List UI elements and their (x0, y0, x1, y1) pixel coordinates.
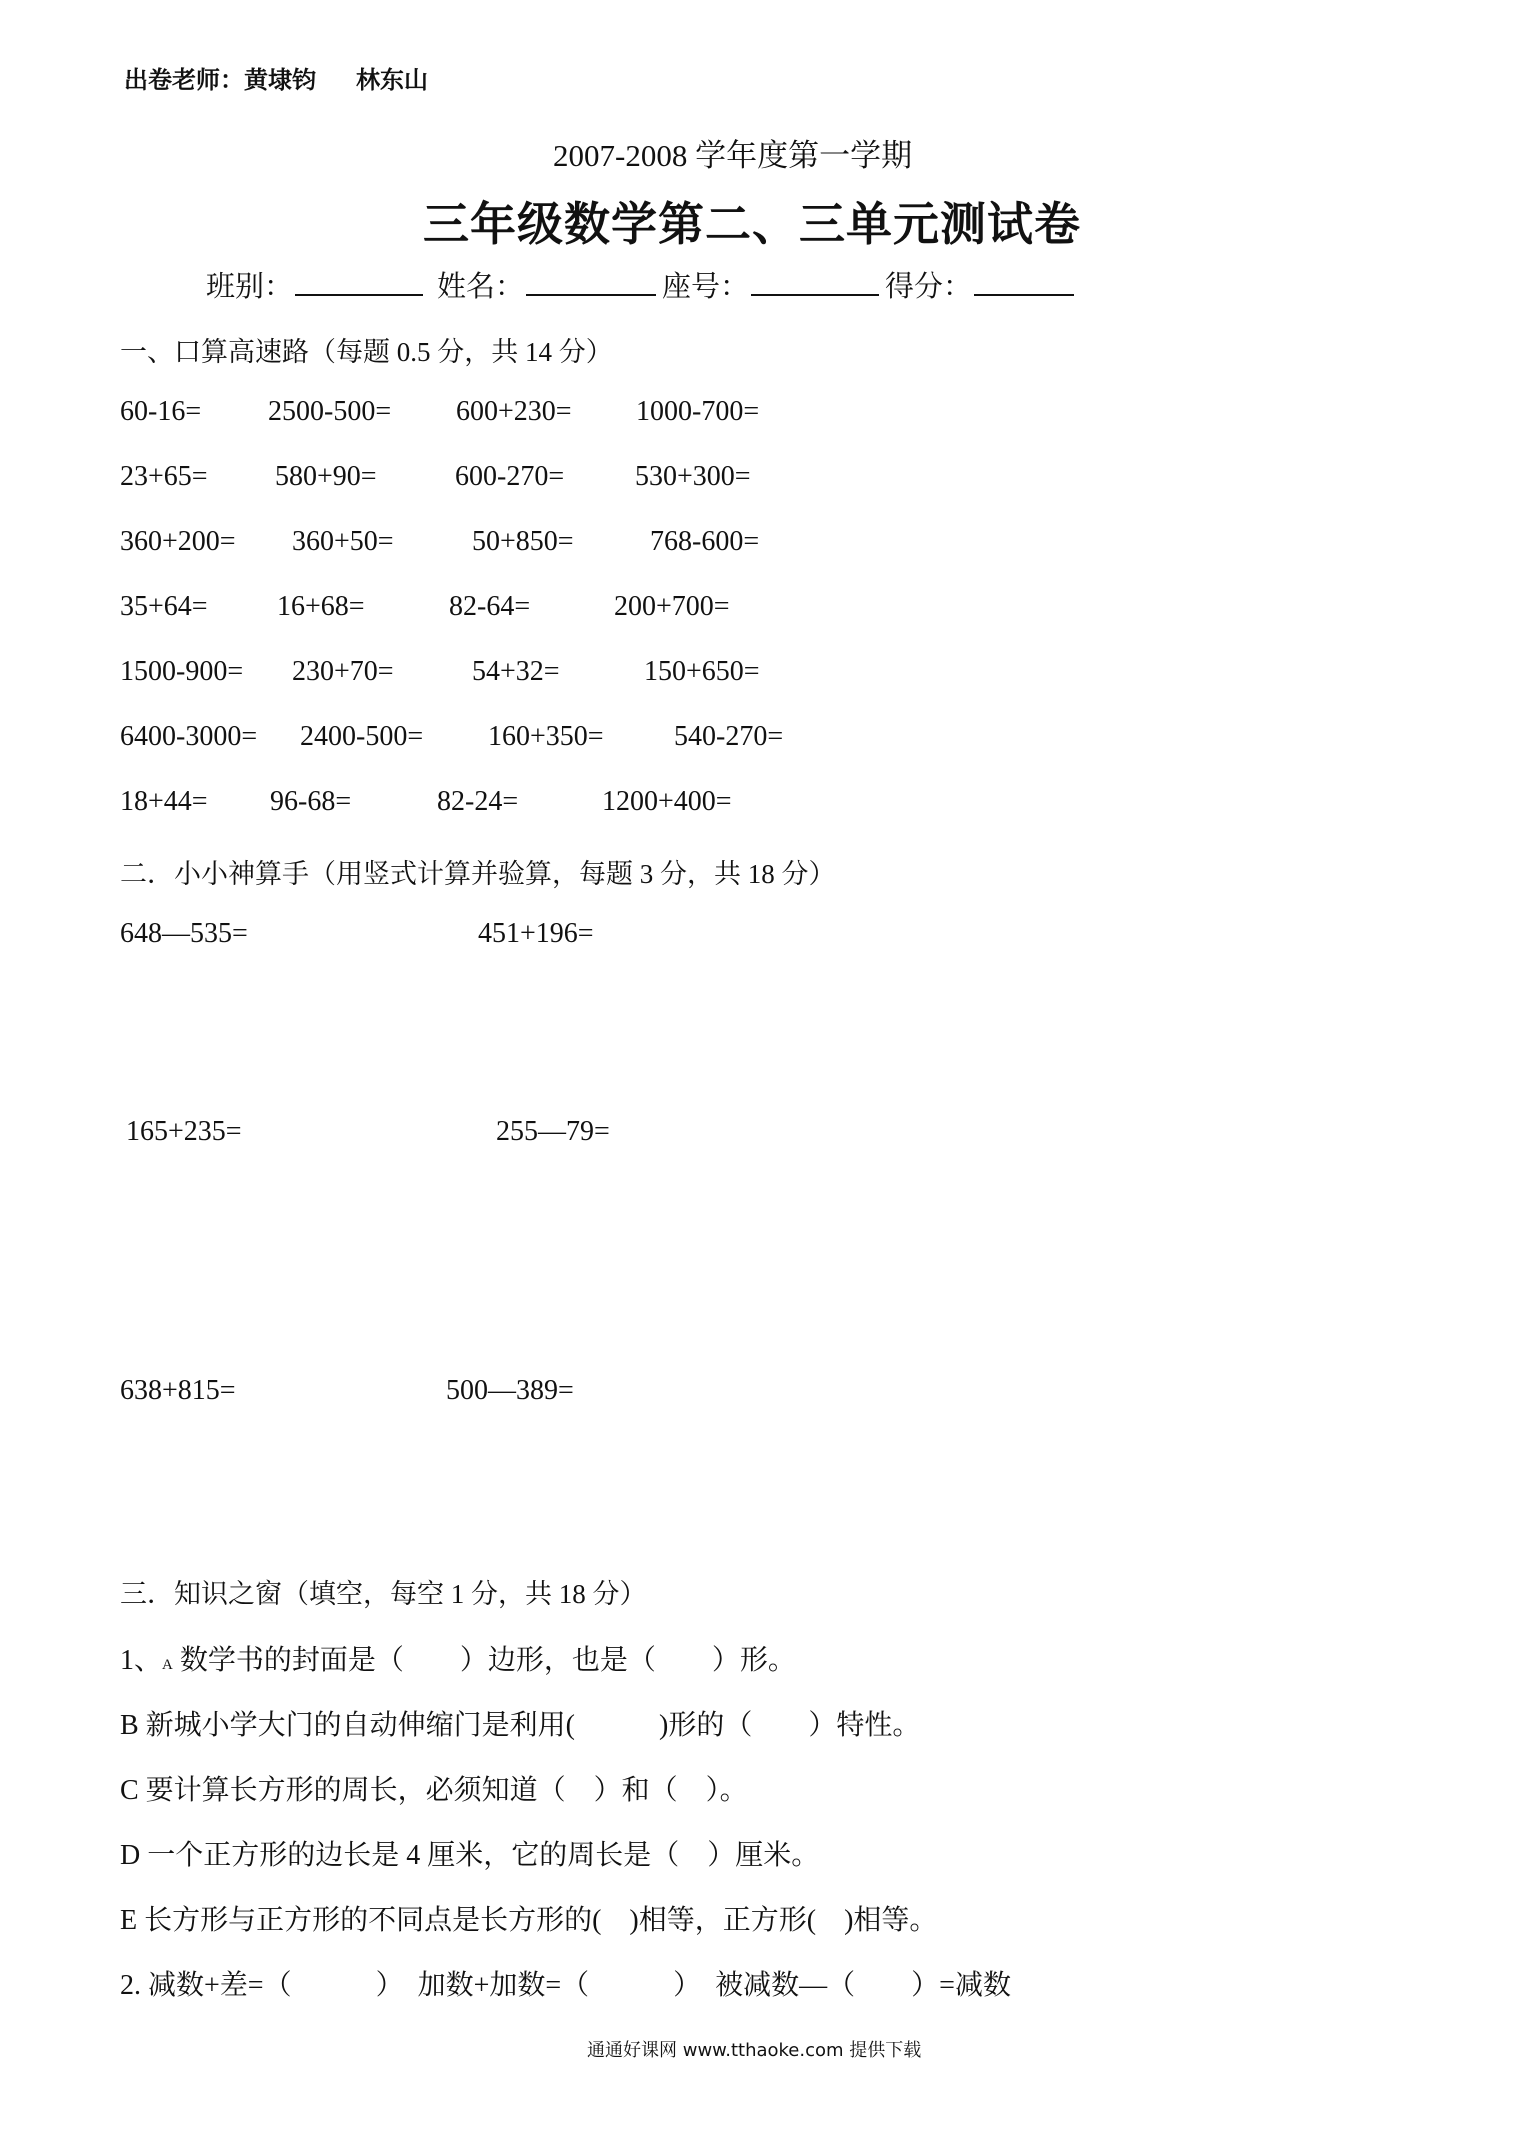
oral-item: 200+700= (614, 591, 730, 622)
vertical-calc-item: 500—389= (446, 1375, 574, 1406)
question-text: 数学书的封面是（ ）边形，也是（ ）形。 (172, 1645, 796, 1676)
vertical-calc-item: 451+196= (478, 918, 594, 949)
author-2: 林东山 (356, 66, 428, 94)
oral-item: 50+850= (472, 526, 574, 557)
fill-question-1e: E 长方形与正方形的不同点是长方形的( )相等，正方形( )相等。 (120, 1905, 938, 1936)
name-label: 姓名： (437, 271, 525, 303)
fill-question-2: 2. 减数+差=（ ） 加数+加数=（ ） 被减数—（ ）=减数 (120, 1970, 1011, 2001)
oral-row (120, 591, 730, 623)
oral-row (120, 526, 759, 558)
oral-item: 150+650= (644, 656, 760, 687)
oral-item: 2400-500= (300, 721, 424, 752)
question-letter: A (162, 1657, 173, 1673)
fill-question-1a (120, 1638, 796, 1678)
class-blank (295, 266, 423, 296)
author-label: 出卷老师：黄埭钧 (124, 66, 316, 94)
fill-question-1c: C 要计算长方形的周长，必须知道（ ）和（ ）。 (120, 1775, 748, 1806)
oral-item: 23+65= (120, 461, 208, 492)
oral-item: 35+64= (120, 591, 208, 622)
oral-item: 1000-700= (636, 396, 760, 427)
oral-item: 768-600= (650, 526, 760, 557)
score-label: 得分： (885, 271, 973, 303)
oral-item: 6400-3000= (120, 721, 258, 752)
footer-text: 通通好课网 www.tthaoke.com 提供下载 (587, 2040, 922, 2061)
oral-item: 160+350= (488, 721, 604, 752)
oral-item: 360+200= (120, 526, 236, 557)
oral-row (120, 721, 783, 753)
fill-question-1b: B 新城小学大门的自动伸缩门是利用( )形的（ ）特性。 (120, 1710, 921, 1741)
oral-item: 82-24= (437, 786, 519, 817)
author-line (124, 60, 428, 95)
oral-item: 60-16= (120, 396, 202, 427)
oral-row (120, 786, 732, 818)
student-info-line (206, 264, 1080, 305)
seat-label: 座号： (662, 271, 750, 303)
class-label: 班别： (206, 271, 294, 303)
section2-heading: 二．小小神算手（用竖式计算并验算，每题 3 分，共 18 分） (120, 859, 836, 889)
oral-item: 600+230= (456, 396, 572, 427)
oral-item: 230+70= (292, 656, 394, 687)
oral-item: 540-270= (674, 721, 784, 752)
question-number: 1、 (120, 1645, 163, 1676)
oral-item: 16+68= (277, 591, 365, 622)
seat-blank (751, 266, 879, 296)
oral-row (120, 656, 760, 688)
page-title: 三年级数学第二、三单元测试卷 (423, 199, 1081, 250)
oral-item: 18+44= (120, 786, 208, 817)
oral-row (120, 396, 759, 428)
vertical-calc-item: 648—535= (120, 918, 248, 949)
fill-question-1d: D 一个正方形的边长是 4 厘米，它的周长是（ ）厘米。 (120, 1840, 820, 1871)
oral-item: 54+32= (472, 656, 560, 687)
oral-item: 1500-900= (120, 656, 244, 687)
section3-heading: 三．知识之窗（填空，每空 1 分，共 18 分） (120, 1579, 647, 1609)
oral-item: 1200+400= (602, 786, 732, 817)
term-label: 2007-2008 学年度第一学期 (553, 138, 913, 173)
oral-item: 2500-500= (268, 396, 392, 427)
vertical-calc-item: 165+235= (126, 1116, 242, 1147)
name-blank (526, 266, 656, 296)
oral-row (120, 461, 751, 493)
vertical-calc-item: 638+815= (120, 1375, 236, 1406)
section1-heading: 一、口算高速路（每题 0.5 分，共 14 分） (120, 337, 613, 367)
vertical-calc-item: 255—79= (496, 1116, 610, 1147)
oral-item: 96-68= (270, 786, 352, 817)
oral-item: 530+300= (635, 461, 751, 492)
oral-item: 580+90= (275, 461, 377, 492)
oral-item: 360+50= (292, 526, 394, 557)
oral-item: 82-64= (449, 591, 531, 622)
oral-item: 600-270= (455, 461, 565, 492)
score-blank (974, 266, 1074, 296)
